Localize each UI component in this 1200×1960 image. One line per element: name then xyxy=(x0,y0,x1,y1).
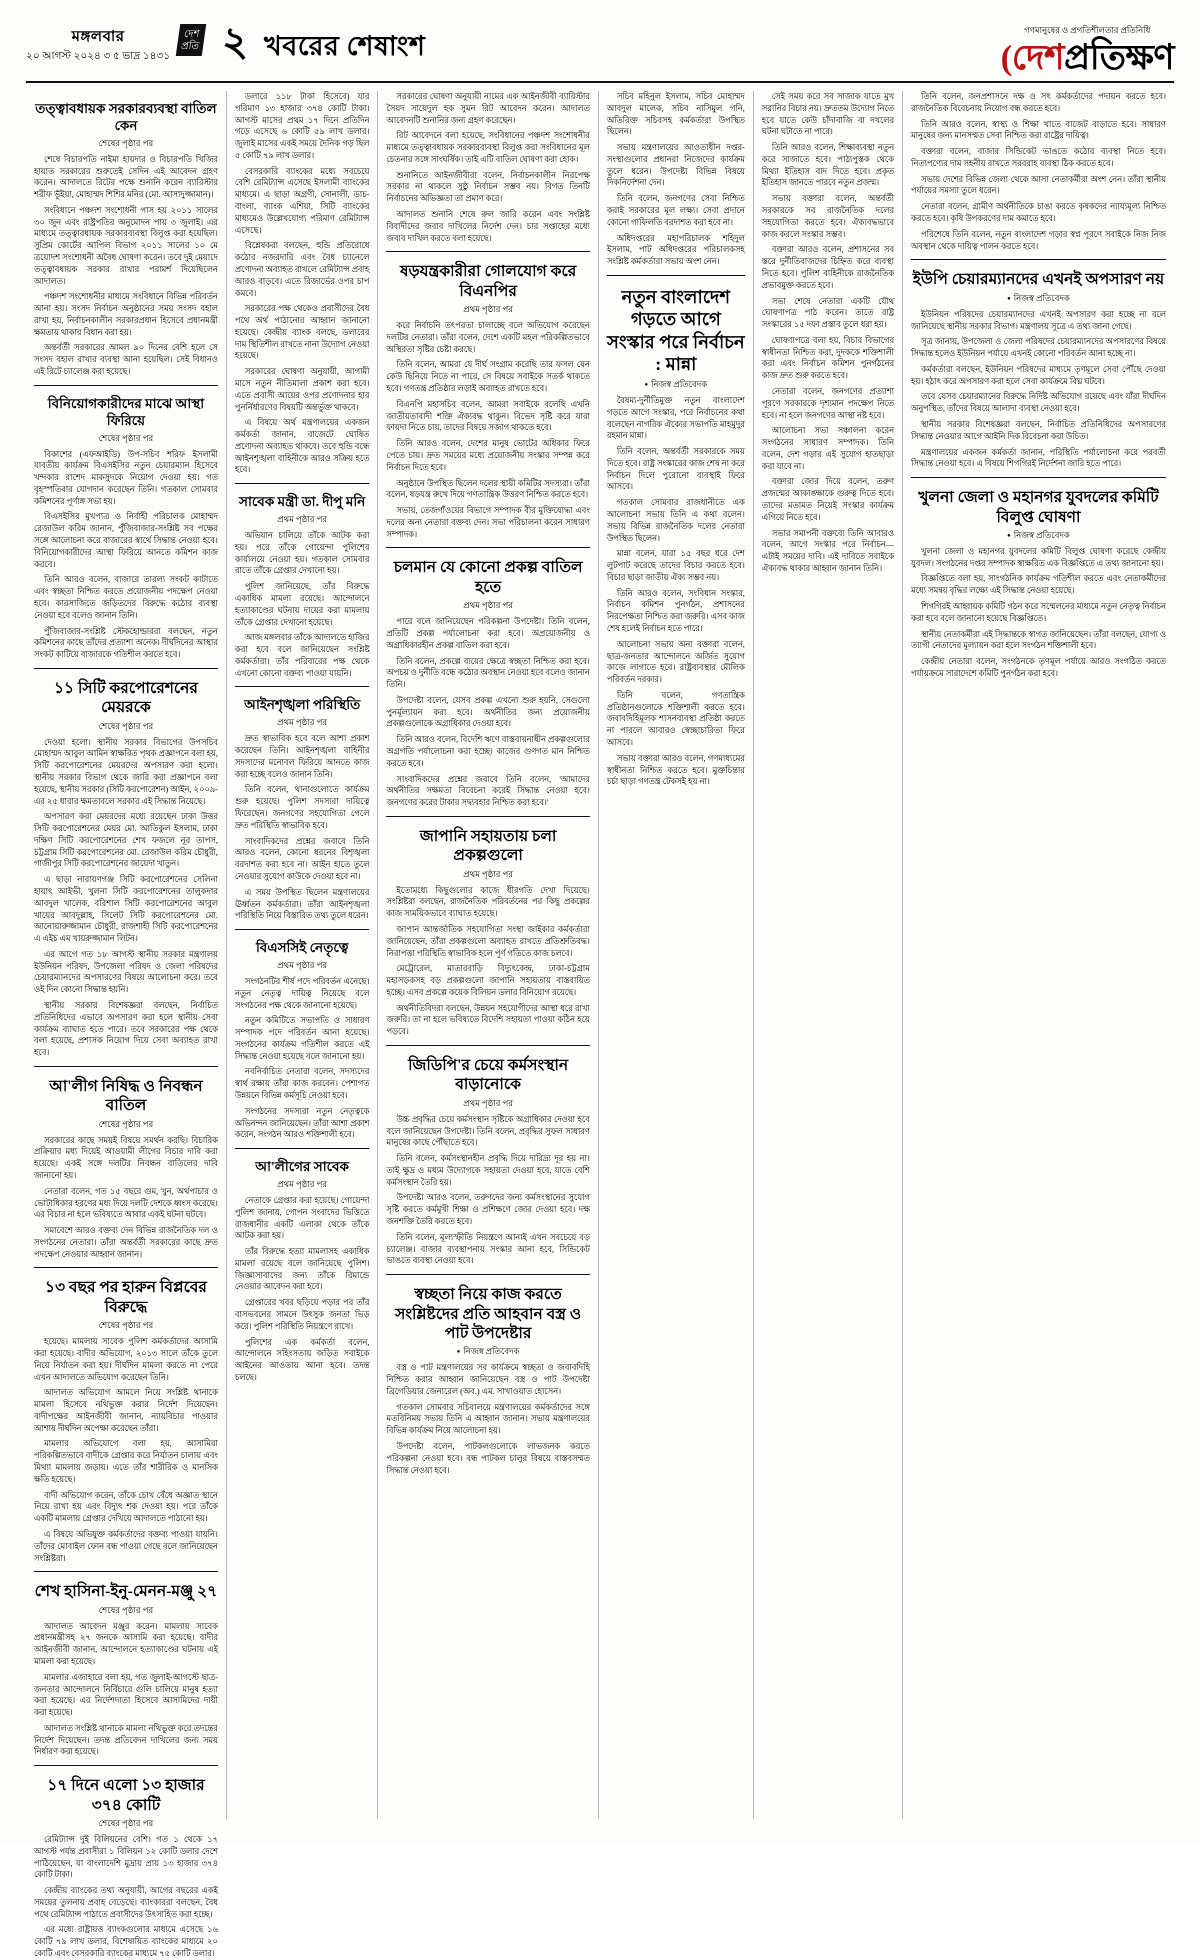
paragraph: নেতারা বলেন, জনগণের প্রত্যাশা পূরণে সরকারকে দৃশ্যমান পদক্ষেপ নিতে হবে। না হলে জনগণের আস্থা নষ্ট হবে। xyxy=(761,386,895,420)
headline: বিনিয়োগকারীদের মাঝে আস্থা ফিরিয়ে xyxy=(47,395,205,428)
paper-ribbon-logo xyxy=(176,24,206,56)
paragraph: ইউনিয়ন পরিষদের চেয়ারম্যানদের এখনই অপসারণ করা হচ্ছে না বলে জানিয়েছে স্থানীয় সরকার বিভাগ। মন্ত্রণালয় সূত্রে এ তথ্য জানা গেছে। xyxy=(911,309,1166,331)
brand-suffix: প্রতিক্ষণ xyxy=(1064,38,1174,77)
paragraph: অপসারণ করা মেয়রদের মধ্যে রয়েছেন ঢাকা উত্তর সিটি করপোরেশনের মেয়র মো. আতিকুল ইসলাম, ঢাকা দক্ষিণ সিটি করপোরেশনের শেখ ফজলে নূর তাপস, চট্টগ্রাম সিটি করপোরেশনের মো. রেজাউল করিম চৌধুরী, গাজীপুর সিটি করপোরেশনের জায়েদা খাতুন। xyxy=(34,812,218,869)
headline: ১১ সিটি করপোরেশনের মেয়রকে xyxy=(53,679,198,717)
page-number: ২ xyxy=(221,19,248,64)
headline: ইউপি চেয়ারম্যানদের এখনই অপসারণ নয় xyxy=(912,271,1165,289)
headline: আ'লীগ নিষিদ্ধ ও নিবন্ধন বাতিল xyxy=(49,1077,203,1115)
paragraph: সেই সময় করে সব সাজাক যাতে মুখ সরানির বিচার নয়। দ্রুততম উদ্যোগ নিতে হবে যাতে কেউ চাঁদাবাজি বা দখলের ঘটনা ঘটাতে না পারে। xyxy=(761,92,895,137)
paragraph: স্থানীয় সরকার বিশেষজ্ঞরা বলছেন, নির্বাচিত প্রতিনিধিদের এভাবে অপসারণ করা হলে স্থানীয় সেবা কার্যক্রম ব্যাঘাত হতে পারে। তবে সরকারের পক্ষ থেকে বলা হয়েছে, প্রশাসক নিয়োগ দিয়ে সেবা অব্যাহত রাখা হবে। xyxy=(34,1001,218,1058)
article-b6 xyxy=(235,1159,370,1384)
paragraph: নেতাকে গ্রেপ্তার করা হয়েছে। গোয়েন্দা পুলিশ জানায়, গোপন সংবাদের ভিত্তিতে রাজধানীর একটি এলাকা থেকে তাঁকে আটক করা হয়। xyxy=(234,1195,370,1241)
paragraph: তিনি আরও বলেন, সংবিধান সংস্কার, নির্বাচন কমিশন পুনর্গঠন, প্রশাসনের নিরপেক্ষতা নিশ্চিত করা জরুরি। এসব কাজ শেষ হলেই নির্বাচন হতে পারে। xyxy=(606,588,745,633)
paragraph: মান্না বলেন, যারা ১৫ বছর ধরে দেশ লুটপাট করেছে তাদের বিচার করতে হবে। বিচার ছাড়া জাতীয় ঐক্য সম্ভব নয়। xyxy=(606,549,745,582)
paragraph: আদালত অভিযোগ আমলে নিয়ে সংশ্লিষ্ট থানাকে মামলা হিসেবে নথিভুক্ত করার নির্দেশ দিয়েছেন। বাদীপক্ষের আইনজীবী জানান, ন্যায়বিচার পাওয়ার আশায় দীর্ঘদিন অপেক্ষা করেছেন তাঁরা। xyxy=(34,1388,218,1433)
byline: ● নিজস্ব প্রতিবেদক xyxy=(607,378,745,392)
paragraph: অভিযান চালিয়ে তাঁকে আটক করা হয়। পরে তাঁকে গোয়েন্দা পুলিশের কার্যালয়ে নেওয়া হয়। গতকাল সোমবার রাতে তাঁকে গ্রেপ্তার দেখানো হয়। xyxy=(234,531,370,576)
date-block xyxy=(26,22,170,64)
divider xyxy=(607,275,745,276)
divider xyxy=(911,259,1166,260)
article-b3 xyxy=(235,494,370,679)
article-a4 xyxy=(34,1077,218,1261)
byline: ● নিজস্ব প্রতিবেদক xyxy=(911,529,1166,543)
article-c6 xyxy=(386,1285,589,1476)
article-c5 xyxy=(386,1056,589,1267)
divider xyxy=(34,1066,218,1067)
headline: বিএসসিই নেতৃত্বে xyxy=(255,940,349,956)
article-d2 xyxy=(607,286,745,788)
paragraph: উচ্চ প্রবৃদ্ধির চেয়ে কর্মসংস্থান সৃষ্টিকে অগ্রাধিকার দেওয়া হবে বলে জানিয়েছেন উপদেষ্টা। তিনি বলেন, প্রবৃদ্ধির সুফল সাধারণ মানুষের কাছে পৌঁছাতে হবে। xyxy=(386,1114,590,1148)
divider xyxy=(235,686,370,687)
column-2 xyxy=(227,91,379,1819)
divider xyxy=(386,251,589,252)
paragraph: তিনি বলেন, গণতান্ত্রিক প্রতিষ্ঠানগুলোকে শক্তিশালী করতে হবে। জবাবদিহিমূলক শাসনব্যবস্থা প্রতিষ্ঠা করতে না পারলে আবারও স্বেচ্ছাচারিতা ফিরে আসবে। xyxy=(606,690,745,748)
divider xyxy=(386,1045,589,1046)
paragraph: পারে বলে জানিয়েছেন পরিকল্পনা উপদেষ্টা। তিনি বলেন, প্রতিটি প্রকল্প পর্যালোচনা করা হবে। অপ্রয়োজনীয় ও অগ্রাধিকারহীন প্রকল্প বাতিল করা হবে। xyxy=(386,617,590,650)
brand-prefix: (দেশ xyxy=(1000,38,1065,77)
brand-logo xyxy=(1001,40,1174,75)
paragraph: তিনি আরও বলেন, স্বাস্থ্য ও শিক্ষা খাতে বাজেট বাড়াতে হবে। সাধারণ মানুষের জন্য মানসম্মত সেবা নিশ্চিত করা রাষ্ট্রের দায়িত্ব। xyxy=(911,119,1166,141)
paragraph: রেমিট্যান্স দুই বিলিয়নের বেশি। গত ১ থেকে ১৭ আগস্ট পর্যন্ত প্রবাসীরা ১ বিলিয়ন ১২ কোটি ডলার দেশে পাঠিয়েছেন, যা বাংলাদেশি মুদ্রায় প্রায় ১৩ হাজার ৩৭৪ কোটি টাকা। xyxy=(34,1835,218,1880)
byline: প্রথম পৃষ্ঠার পর xyxy=(277,717,328,728)
paragraph: তিনি আরও বলেন, দেশের মানুষ ভোটের অধিকার ফিরে পেতে চায়। দ্রুত সময়ের মধ্যে প্রয়োজনীয় সংস্কার সম্পন্ন করে নির্বাচন দিতে হবে। xyxy=(386,439,590,472)
column-1 xyxy=(26,91,227,1959)
headline: চলমান যে কোনো প্রকল্প বাতিল হতে xyxy=(393,559,583,596)
paragraph: নেতারা বলেন, গত ১৫ বছরে গুম, খুন, অর্থপাচার ও ভোটাধিকার হরণের মধ্য দিয়ে দলটি দেশকে ধ্বংস করেছে। এর বিচার না হলে ভবিষ্যতে আবার একই ঘটনা ঘটবে। xyxy=(34,1186,218,1220)
article-a3 xyxy=(34,679,218,1059)
paragraph: উপদেষ্টা বলেন, পাটকলগুলোকে লাভজনক করতে পরিকল্পনা নেওয়া হবে। বন্ধ পাটকল চালুর বিষয়ে বাস্তবসম্মত সিদ্ধান্ত নেওয়া হবে। xyxy=(386,1441,590,1475)
divider xyxy=(34,668,218,669)
paragraph: নেতারা বলেন, গ্রামীণ অর্থনীতিকে চাঙা করতে কৃষকদের ন্যায্যমূল্য নিশ্চিত করতে হবে। কৃষি উপকরণের দাম কমাতে হবে। xyxy=(911,202,1166,224)
article-c2 xyxy=(386,262,589,540)
paragraph: সভার সমাপনী বক্তব্যে তিনি আবারও বলেন, আগে সংস্কার পরে নির্বাচন—এটাই সময়ের দাবি। এই দাবিতে সবাইকে ঐক্যবদ্ধ থাকার আহ্বান জানান তিনি। xyxy=(761,528,895,573)
divider xyxy=(34,1267,218,1268)
divider xyxy=(386,547,589,548)
divider xyxy=(34,385,218,386)
paragraph: নতুন কমিটিতে সভাপতি ও সাধারণ সম্পাদক পদে পরিবর্তন আনা হয়েছে। সংগঠনের কার্যক্রম গতিশীল করতে এই সিদ্ধান্ত নেওয়া হয়েছে বলে জানানো হয়। xyxy=(234,1016,370,1061)
paragraph: তিনি আরও বলেন, শিক্ষাব্যবস্থা নতুন করে সাজাতে হবে। পাঠ্যপুস্তক থেকে মিথ্যা ইতিহাস বাদ দিতে হবে। প্রকৃত ইতিহাস জানতে পারবে নতুন প্রজন্ম। xyxy=(761,143,895,188)
paragraph: তিনি আরও বলেন, বাজারে তারল্য সংকট কাটাতে এবং স্বচ্ছতা নিশ্চিত করতে প্রয়োজনীয় পদক্ষেপ নেওয়া হবে। কারসাজিতে জড়িতদের বিরুদ্ধে কঠোর ব্যবস্থা নেওয়া হবে বলেও জানান তিনি। xyxy=(34,575,218,620)
divider xyxy=(34,1765,218,1766)
article-e2 xyxy=(911,270,1166,470)
paragraph: খুলনা জেলা ও মহানগর যুবদলের কমিটি বিলুপ্ত ঘোষণা করেছে কেন্দ্রীয় যুবদল। সংগঠনের দপ্তর সম্পাদক স্বাক্ষরিত এক বিজ্ঞপ্তিতে এ তথ্য জানানো হয়। xyxy=(911,546,1166,568)
paragraph: দ্রুত স্বাভাবিক হবে বলে আশা প্রকাশ করেছেন তিনি। আইনশৃঙ্খলা বাহিনীর সদস্যদের মনোবল ফিরিয়ে আনতে কাজ করা হচ্ছে বলেও জানান তিনি। xyxy=(234,734,370,779)
paragraph: স্থানীয় সরকার বিশেষজ্ঞরা বলছেন, নির্বাচিত প্রতিনিধিদের অপসারণের সিদ্ধান্ত নেওয়ার আগে আইনি দিক বিবেচনা করা উচিত। xyxy=(911,420,1166,441)
paragraph: গতকাল সোমবার সচিবালয়ে মন্ত্রণালয়ের কর্মকর্তাদের সঙ্গে মতবিনিময় সভায় তিনি এ আহ্বান জানান। সভায় মন্ত্রণালয়ের বিভিন্ন কার্যক্রম নিয়ে আলোচনা হয়। xyxy=(386,1402,590,1436)
byline: শেষের পৃষ্ঠার পর xyxy=(98,720,154,731)
paragraph: এ সময় উপস্থিত ছিলেন মন্ত্রণালয়ের ঊর্ধ্বতন কর্মকর্তারা। তাঁরা আইনশৃঙ্খলা পরিস্থিতি নিয়ে বিস্তারিত তথ্য তুলে ধরেন। xyxy=(234,887,370,921)
paragraph: পঞ্চদশ সংশোধনীর মাধ্যমে সংবিধানে বিভিন্ন পরিবর্তন আনা হয়। সংসদ নির্বাচন অনুষ্ঠানের সময় সংসদ বহাল রাখা হয়, নির্বাচনকালীন সরকারপ্রধান হিসেবে প্রধানমন্ত্রী ক্ষমতায় থাকার বিধান করা হয়। xyxy=(34,292,218,337)
byline: প্রথম পৃষ্ঠার পর xyxy=(277,959,328,970)
paragraph: তিনি বলেন, জনপ্রশাসনে দক্ষ ও সৎ কর্মকর্তাদের পদায়ন করতে হবে। রাজনৈতিক বিবেচনায় নিয়োগ বন্ধ করতে হবে। xyxy=(911,92,1166,113)
paragraph: করে নির্বাচনি তৎপরতা চালাচ্ছে বলে অভিযোগ করেছেন দলটির নেতারা। তাঁরা বলেন, দেশে একটি মহল পরিকল্পিতভাবে অস্থিরতা সৃষ্টির চেষ্টা করছে। xyxy=(386,321,590,354)
paragraph: পুঁজিবাজার-সংশ্লিষ্ট স্টেকহোল্ডাররা বলছেন, নতুন কমিশনের কাছে তাঁদের প্রত্যাশা অনেক। দীর্ঘদিনের আস্থার সংকট কাটিয়ে বাজারকে গতিশীল করতে হবে। xyxy=(34,626,218,660)
headline: ১৭ দিনে এলো ১৩ হাজার ৩৭৪ কোটি xyxy=(47,1777,205,1814)
divider xyxy=(386,1274,589,1275)
paragraph: তিনি বলেন, প্রকল্পে ব্যয়ের ক্ষেত্রে স্বচ্ছতা নিশ্চিত করা হবে। অপচয় ও দুর্নীতি বন্ধে কঠোর অবস্থান নেওয়া হবে বলেও জানান তিনি। xyxy=(386,656,590,690)
paragraph: সাংবাদিকদের প্রশ্নের জবাবে তিনি বলেন, 'আমাদের অর্থনীতির সক্ষমতা বিবেচনা করেই সিদ্ধান্ত নেওয়া হবে। জনগণের করের টাকার সদ্ব্যবহার নিশ্চিত করা হবে।' xyxy=(386,774,590,808)
paragraph: স্থানীয় নেতাকর্মীরা এই সিদ্ধান্তকে স্বাগত জানিয়েছেন। তাঁরা বলছেন, যোগ্য ও ত্যাগী নেতাদের মূল্যায়ন করা হলে সংগঠন শক্তিশালী হবে। xyxy=(911,629,1166,651)
byline: শেষের পৃষ্ঠার পর xyxy=(98,1604,154,1615)
paragraph: বক্তারা বলেন, বাজার সিন্ডিকেট ভাঙতে কঠোর ব্যবস্থা নিতে হবে। নিত্যপণ্যের দাম সহনীয় রাখতে সরবরাহ ব্যবস্থা ঠিক করতে হবে। xyxy=(911,147,1166,168)
paragraph: বিকাশের (এফআইডি) উপ-সচিব শরিফ ইসলামী যাবতীয় কার্যক্রম বিএসইসির নতুন চেয়ারম্যান হিসেবে খন্দকার রাশেদ মাকসুদকে নিয়োগ দেওয়া হয়। গত বৃহস্পতিবার যোগদান করেছেন তিনি। গতকাল সোমবার কমিশনের পূর্ণাঙ্গ সভা হয়। xyxy=(34,449,218,506)
divider xyxy=(235,1148,370,1149)
article-c1 xyxy=(386,91,589,244)
paragraph: দেওয়া হলো। স্থানীয় সরকার বিভাগের উপসচিব মোহাম্মদ আবুল আমিন স্বাক্ষরিত পৃথক প্রজ্ঞাপনে বলা হয়, সিটি করপোরেশনের মেয়রদের অপসারণ করা হলো। স্থানীয় সরকার বিভাগ থেকে জারি করা প্রজ্ঞাপনে বলা হয়েছে, স্থানীয় সরকার (সিটি করপোরেশন) আইন, ২০০৯-এর ২৫ ধারার ক্ষমতাবলে সরকার এই সিদ্ধান্ত নিয়েছে। xyxy=(34,737,218,806)
paragraph: তিনি বলেন, জনগণের সেবা নিশ্চিত করাই সরকারের মূল লক্ষ্য। সেবা প্রদানে কোনো গাফিলতি বরদাশত করা হবে না। xyxy=(606,194,745,227)
divider xyxy=(235,483,370,484)
paragraph: তিনি বলেন, কর্মসংস্থানহীন প্রবৃদ্ধি দিয়ে দারিদ্র্য দূর হয় না। তাই ক্ষুদ্র ও মধ্যম উদ্যোগকে সহায়তা দেওয়া হবে, যাতে বেশি কর্মসংস্থান তৈরি হয়। xyxy=(386,1154,590,1187)
paragraph: কর্মকর্তারা বলছেন, ইউনিয়ন পরিষদের মাধ্যমে তৃণমূলে সেবা পৌঁছে দেওয়া হয়। হঠাৎ করে অপসারণ করা হলে সেবা কার্যক্রমে বিঘ্ন ঘটবে। xyxy=(911,364,1166,386)
paragraph: সরকারের ঘোষণা অনুযায়ী, আগামী মাসে নতুন নীতিমালা প্রকাশ করা হবে। এতে প্রবাসী আয়ের ওপর প্রণোদনার হার পুনর্নির্ধারণের বিষয়টি অন্তর্ভুক্ত থাকবে। xyxy=(234,367,370,412)
paragraph: সংগঠনটির শীর্ষ পদে পরিবর্তন এনেছে। নতুন নেতৃত্ব দায়িত্ব নিয়েছে বলে সংগঠনের পক্ষ থেকে জানানো হয়েছে। xyxy=(234,976,370,1010)
divider xyxy=(235,929,370,930)
paragraph: এ বিষয়ে অর্থ মন্ত্রণালয়ের একজন কর্মকর্তা জানান, বাজেটে ঘোষিত প্রণোদনা অব্যাহত থাকবে। তবে হুন্ডি বন্ধে আইনশৃঙ্খলা বাহিনীকে আরও সক্রিয় হতে হবে। xyxy=(234,418,370,475)
paragraph: সমাবেশে আরও বক্তব্য দেন বিভিন্ন রাজনৈতিক দল ও সংগঠনের নেতারা। তাঁরা অন্তর্বর্তী সরকারের কাছে দ্রুত পদক্ষেপ নেওয়ার আহ্বান জানান। xyxy=(34,1226,218,1259)
paragraph: আজ মঙ্গলবার তাঁকে আদালতে হাজির করা হবে বলে জানিয়েছেন সংশ্লিষ্ট কর্মকর্তারা। তাঁর পরিবারের পক্ষ থেকে এখনো কোনো বক্তব্য পাওয়া যায়নি। xyxy=(234,633,370,678)
byline: শেষের পৃষ্ঠার পর xyxy=(98,1818,154,1828)
article-c4 xyxy=(386,827,589,1038)
headline: স্বচ্ছতা নিয়ে কাজ করতে সংশ্লিষ্টদের প্রতি আহবান বস্ত্র ও পাট উপদেষ্টার xyxy=(395,1286,582,1342)
paragraph: আদালত আবেদন মঞ্জুর করেন। মামলায় সাবেক প্রধানমন্ত্রীসহ ২৭ জনকে আসামি করা হয়েছে। বাদীর আইনজীবী জানান, আন্দোলনে হত্যাকাণ্ডের ঘটনায় এই মামলা করা হয়েছে। xyxy=(34,1621,218,1666)
byline: শেষের পৃষ্ঠার পর xyxy=(98,432,154,443)
column-5 xyxy=(754,91,903,1819)
paragraph: উপদেষ্টা আরও বলেন, তরুণদের জন্য কর্মসংস্থানের সুযোগ সৃষ্টি করতে কর্মমুখী শিক্ষা ও প্রশিক্ষণে জোর দেওয়া হবে। দক্ষ জনশক্তি তৈরি করতে হবে। xyxy=(386,1193,590,1226)
day-label: মঙ্গলবার xyxy=(71,29,125,45)
ribbon-line-2: প্রতি xyxy=(180,40,200,52)
paragraph: অধিদপ্তরের মহাপরিচালক শহিদুল ইসলাম, পাট অধিদপ্তরের পরিচালকসহ সংশ্লিষ্ট কর্মকর্তারা সভায় অংশ নেন। xyxy=(606,233,745,267)
paragraph: তিনি বলেন, অন্তর্বর্তী সরকারকে সময় দিতে হবে। রাষ্ট্র সংস্কারের কাজ শেষ না করে নির্বাচন দিলে পুরোনো ব্যবস্থাই ফিরে আসবে। xyxy=(606,447,745,492)
paragraph: আদালত সংশ্লিষ্ট থানাকে মামলা নথিভুক্ত করে তদন্তের নির্দেশ দিয়েছেন। তদন্ত প্রতিবেদন দাখিলের জন্য সময় নির্ধারণ করা হয়েছে। xyxy=(34,1723,218,1757)
ribbon-line-1: দেশ xyxy=(183,29,201,40)
article-d1 xyxy=(607,91,745,268)
headline: নতুন বাংলাদেশ গড়তে আগে সংস্কার পরে নির্বাচন : মান্না xyxy=(606,286,745,375)
paragraph: তবে যেসব চেয়ারম্যানের বিরুদ্ধে নির্দিষ্ট অভিযোগ রয়েছে এবং যাঁরা দীর্ঘদিন অনুপস্থিত, তাঁদের বিষয়ে আলাদা ব্যবস্থা নেওয়া হবে। xyxy=(911,392,1166,414)
divider xyxy=(34,1571,218,1572)
paragraph: মামলার এজাহারে বলা হয়, গত জুলাই-আগস্টে ছাত্র-জনতার আন্দোলনে নির্বিচারে গুলি চালিয়ে মানুষ হত্যা করা হয়েছে। এর নির্দেশদাতা হিসেবে আসামিদের দায়ী করা হয়েছে। xyxy=(34,1672,218,1718)
headline: আইনশৃঙ্খলা পরিস্থিতি xyxy=(244,697,361,713)
paragraph: জাপান আন্তর্জাতিক সহযোগিতা সংস্থা জাইকার কর্মকর্তারা জানিয়েছেন, তাঁরা প্রকল্পগুলো অব্যাহত রাখতে প্রতিশ্রুতিবদ্ধ। নিরাপত্তা পরিস্থিতি স্বাভাবিক হলে পূর্ণ গতিতে কাজ চলবে। xyxy=(386,924,590,958)
paragraph: বৈষম্য-দুর্নীতিমুক্ত নতুন বাংলাদেশ গড়তে আগে সংস্কার, পরে নির্বাচনের কথা বলেছেন নাগরিক ঐক্যের সভাপতি মাহমুদুর রহমান মান্না। xyxy=(606,395,745,441)
masthead xyxy=(26,19,1174,83)
article-b5 xyxy=(235,940,370,1141)
headline: খুলনা জেলা ও মহানগর যুবদলের কমিটি বিলুপ্ত ঘোষণা xyxy=(918,489,1159,526)
paragraph: ঘোষণাপত্রে বলা হয়, বিচার বিভাগের স্বাধীনতা নিশ্চিত করা, দুদককে শক্তিশালী করা এবং নির্বাচন কমিশন পুনর্গঠনের কাজ দ্রুত শুরু করতে হবে। xyxy=(761,335,895,381)
divider xyxy=(911,477,1166,478)
paragraph: সভায় দেশের বিভিন্ন জেলা থেকে আসা নেতাকর্মীরা অংশ নেন। তাঁরা স্থানীয় পর্যায়ের সমস্যা তুলে ধরেন। xyxy=(911,174,1166,196)
paragraph: শেষে বিচারপতি নাইমা হায়দার ও বিচারপতি খিজির হায়াত সরকারের শুরুতেই সেদিন এই আবেদন গ্রহণ করেন। আদালতে রিটের পক্ষে শুনানি করেন ব্যারিস্টার শরীফ ভূঁইয়া, মোহাম্মদ শিশির মনির (মো. আসাদুজ্জামান)। xyxy=(34,154,218,200)
paragraph: বেসরকারি ব্যাংকের মধ্যে সবচেয়ে বেশি রেমিট্যান্স এসেছে ইসলামী ব্যাংকের মাধ্যমে। এ ছাড়া অগ্রণী, সোনালী, ডাচ-বাংলা, ব্যাংক এশিয়া, সিটি ব্যাংকের মাধ্যমেও উল্লেখযোগ্য পরিমাণ রেমিট্যান্স এসেছে। xyxy=(234,166,370,235)
paragraph: ইতোমধ্যে কিছুগুলোর কাজে ধীরগতি দেখা দিয়েছে। সংশ্লিষ্টরা বলছেন, রাজনৈতিক পরিবর্তনের পর কিছু প্রকল্পের কাজ সাময়িকভাবে ব্যাঘাত হয়েছে। xyxy=(386,885,590,919)
paragraph: সাংবাদিকদের প্রশ্নের জবাবে তিনি আরও বলেন, কোনো ধরনের বিশৃঙ্খলা বরদাশত করা হবে না। আইন হাতে তুলে নেওয়ার সুযোগ কাউকে দেওয়া হবে না। xyxy=(234,836,370,881)
headline: জিডিপি'র চেয়ে কর্মসংস্থান বাড়ানোকে xyxy=(408,1057,569,1094)
paragraph: এ ছাড়া নারায়ণগঞ্জ সিটি করপোরেশনের সেলিনা হায়াৎ আইভী, খুলনা সিটি করপোরেশনের তালুকদার আবদুল খালেক, বরিশাল সিটি করপোরেশনের আবুল খায়ের আবদুল্লাহ, সিলেট সিটি করপোরেশনের মো. আনোয়ারুজ্জামান চৌধুরী, রাজশাহী সিটি করপোরেশনের এ এইচ এম খায়রুজ্জামান লিটন। xyxy=(34,875,218,944)
divider xyxy=(386,816,589,817)
article-a7 xyxy=(34,1776,218,1960)
paragraph: বক্তারা আরও বলেন, প্রশাসনের সব স্তরে দুর্নীতিবাজদের চিহ্নিত করে ব্যবস্থা নিতে হবে। পুলিশ বাহিনীকে রাজনৈতিক প্রভাবমুক্ত করতে হবে। xyxy=(761,245,895,290)
masthead-left xyxy=(26,19,426,71)
byline: শেষের পৃষ্ঠার পর xyxy=(98,1320,154,1331)
paragraph: তিনি বলেন, আমরা যে দীর্ঘ সংগ্রাম করেছি তার ফসল যেন কেউ ছিনিয়ে নিতে না পারে, সে বিষয়ে সবাইকে সতর্ক থাকতে হবে। গণতন্ত্র প্রতিষ্ঠার লড়াই অব্যাহত রাখতে হবে। xyxy=(386,360,590,394)
byline: শেষের পৃষ্ঠার পর xyxy=(98,1118,154,1129)
paragraph: রিট আবেদনে বলা হয়েছে, সংবিধানের পঞ্চদশ সংশোধনীর মাধ্যমে তত্ত্বাবধায়ক সরকারব্যবস্থা বিলুপ্ত করা সংবিধানের মূল চেতনার সঙ্গে সাংঘর্ষিক। তাই এটি বাতিল ঘোষণা করা হোক। xyxy=(386,131,590,164)
byline: শেষের পৃষ্ঠার পর xyxy=(98,137,154,148)
article-a2 xyxy=(34,396,218,661)
article-b2 xyxy=(235,366,370,476)
paragraph: আদালত শুনানি শেষে রুল জারি করেন এবং সংশ্লিষ্ট বিবাদীদের জবাব দাখিলের নির্দেশ দেন। চার সপ্তাহের মধ্যে জবাব দাখিল করতে বলা হয়েছে। xyxy=(386,210,590,243)
brand-tagline: গণমানুষের ও প্রগতিশীলতার প্রতিনিধি xyxy=(1024,25,1151,35)
paragraph: মামলার অভিযোগে বলা হয়, আসামিরা পরিকল্পিতভাবে বাদীকে গ্রেপ্তার করে নির্যাতন চালায় এবং মিথ্যা মামলায় জড়ায়। এতে তাঁর শারীরিক ও মানসিক ক্ষতি হয়েছে। xyxy=(34,1439,218,1484)
article-a5 xyxy=(34,1278,218,1564)
paragraph: সূত্র জানায়, উপজেলা ও জেলা পরিষদের চেয়ারম্যানদের অপসারণের বিষয়ে সিদ্ধান্ত হলেও ইউনিয়ন পর্যায়ে এখনই কোনো পরিবর্তন আনা হচ্ছে না। xyxy=(911,337,1166,359)
paragraph: সংগঠনের সদস্যরা নতুন নেতৃত্বকে অভিনন্দন জানিয়েছেন। তাঁরা আশা প্রকাশ করেন, সংগঠন আরও শক্তিশালী হবে। xyxy=(234,1106,370,1140)
paragraph: বিএনপি মহাসচিব বলেন, আমরা সবাইকে বলেছি এখনি জাতীয়তাবাদী শক্তি ঐক্যবদ্ধ থাকুন। বিভেদ সৃষ্টি করে যারা ফায়দা নিতে চায়, তাদের বিষয়ে সজাগ থাকতে হবে। xyxy=(386,399,590,433)
headline: শেখ হাসিনা-ইনু-মেনন-মঞ্জু ২৭ xyxy=(34,1583,218,1601)
column-6 xyxy=(903,91,1174,1819)
paragraph: সরকারের কাছে সময়ই বিষয়ে সমর্থন করছি। বিচারিক প্রক্রিয়ার মধ্য দিয়েই আওয়ামী লীগের বিচার দাবি করা হয়েছে। একই সঙ্গে দলটির নিবন্ধন বাতিলের দাবি জানানো হয়। xyxy=(34,1135,218,1180)
paragraph: বস্ত্র ও পাট মন্ত্রণালয়ের সব কার্যক্রমে স্বচ্ছতা ও জবাবদিহি নিশ্চিত করার আহ্বান জানিয়েছেন বস্ত্র ও পাট উপদেষ্টা ব্রিগেডিয়ার জেনারেল (অব.) এম. সাখাওয়াত হোসেন। xyxy=(386,1363,590,1396)
paragraph: অনুষ্ঠানে উপস্থিত ছিলেন দলের স্থায়ী কমিটির সদস্যরা। তাঁরা বলেন, ষড়যন্ত্র রুখে দিয়ে গণতান্ত্রিক উত্তরণ নিশ্চিত করতে হবে। xyxy=(386,478,590,500)
paragraph: সভায় বক্তারা বলেন, অন্তর্বর্তী সরকারকে সব রাজনৈতিক দলের সহযোগিতা করতে হবে। ঐক্যবদ্ধভাবে কাজ করলে সংস্কার সম্ভব। xyxy=(761,194,895,239)
headline: তত্ত্বাবধায়ক সরকারব্যবস্থা বাতিল কেন xyxy=(35,101,217,133)
paragraph: গতকাল সোমবার রাজধানীতে এক আলোচনা সভায় তিনি এ কথা বলেন। সভায় বিভিন্ন রাজনৈতিক দলের নেতারা উপস্থিত ছিলেন। xyxy=(606,498,745,543)
paragraph: তাঁর বিরুদ্ধে হত্যা মামলাসহ একাধিক মামলা রয়েছে বলে জানিয়েছে পুলিশ। জিজ্ঞাসাবাদের জন্য তাঁকে রিমান্ডে নেওয়ার আবেদন করা হবে। xyxy=(234,1247,370,1292)
paragraph: পুলিশ জানিয়েছে, তাঁর বিরুদ্ধে একাধিক মামলা রয়েছে। আন্দোলনে হত্যাকাণ্ডের ঘটনায় দায়ের করা মামলায় তাঁকে গ্রেপ্তার দেখানো হয়েছে। xyxy=(234,582,370,627)
paragraph: সভা শেষে নেতারা একটি যৌথ ঘোষণাপত্র পাঠ করেন। তাতে রাষ্ট্র সংস্কারের ১৫ দফা প্রস্তাব তুলে ধরা হয়। xyxy=(761,296,895,330)
byline: প্রথম পৃষ্ঠার পর xyxy=(277,514,328,525)
paragraph: সভায় বক্তারা আরও বলেন, গণমাধ্যমের স্বাধীনতা নিশ্চিত করতে হবে। মুক্তচিন্তার চর্চা ছাড়া গণতন্ত্র টেকসই হয় না। xyxy=(606,753,745,787)
article-c3 xyxy=(386,558,589,808)
paragraph: নবনির্বাচিত নেতারা বলেন, সদস্যদের স্বার্থ রক্ষায় তাঁরা কাজ করবেন। পেশাগত উন্নয়নে বিভিন্ন কর্মসূচি নেওয়া হবে। xyxy=(234,1067,370,1100)
paragraph: আলোচনা সভা সঞ্চালনা করেন সংগঠনের সাধারণ সম্পাদক। তিনি বলেন, দেশ গড়ার এই সুযোগ হাতছাড়া করা যাবে না। xyxy=(761,426,895,471)
article-a1 xyxy=(34,101,218,378)
paragraph: পরিশেষে তিনি বলেন, নতুন বাংলাদেশ গড়ার স্বপ্ন পূরণে সবাইকে নিজ নিজ অবস্থান থেকে দায়িত্ব পালন করতে হবে। xyxy=(911,229,1166,251)
paragraph: সচিব মহিনুল ইসলাম, সচিব মোহাম্মদ আবদুল মালেক, সচিব নাসিমুল গনি, অতিরিক্ত সচিবসহ কর্মকর্তারা উপস্থিত ছিলেন। xyxy=(606,92,745,137)
paragraph: সরকারের পক্ষ থেকেও প্রবাসীদের বৈধ পথে অর্থ পাঠানোর আহ্বান জানানো হয়েছে। কেন্দ্রীয় ব্যাংক বলছে, ডলারের দাম স্থিতিশীল রাখতে নানা উদ্যোগ নেওয়া হয়েছে। xyxy=(234,304,370,361)
article-e1-continued-left xyxy=(762,91,894,575)
paragraph: সরকারের ঘোষণা অনুযায়ী নামের এক আইনজীবী ব্যারিস্টার সৈয়দ সায়েদুল হক সুমন রিট আবেদন করেন। আদালত আবেদনটি শুনানির জন্য গ্রহণ করেছেন। xyxy=(386,92,590,125)
headline: জাপানি সহায়তায় চলা প্রকল্পগুলো xyxy=(419,827,557,865)
paragraph: পুলিশের এক কর্মকর্তা বলেন, আন্দোলনে সহিংসতায় জড়িত সবাইকে আইনের আওতায় আনা হবে। তদন্ত চলছে। xyxy=(234,1337,370,1382)
paragraph: আলোচনা সভায় অন্য বক্তারা বলেন, ছাত্র-জনতার আন্দোলনে অর্জিত সুযোগ কাজে লাগাতে হবে। রাষ্ট্রব্যবস্থার মৌলিক পরিবর্তন দরকার। xyxy=(606,639,745,685)
column-3 xyxy=(378,91,598,1819)
article-e1-continued-right xyxy=(911,91,1166,252)
paragraph: বিজ্ঞপ্তিতে বলা হয়, সাংগঠনিক কার্যক্রম গতিশীল করতে এবং নেতাকর্মীদের মধ্যে সমন্বয় বৃদ্ধির লক্ষ্যে এই সিদ্ধান্ত নেওয়া হয়েছে। xyxy=(911,574,1166,596)
paragraph: মন্ত্রণালয়ের একজন কর্মকর্তা জানান, পরিস্থিতি পর্যালোচনা করে পরবর্তী সিদ্ধান্ত নেওয়া হবে। এ বিষয়ে শিগগিরই নির্দেশনা জারি হতে পারে। xyxy=(911,447,1166,469)
byline: প্রথম পৃষ্ঠার পর xyxy=(277,1178,328,1189)
paragraph: অন্তর্বর্তী সরকারের আমল ৯০ দিনের বেশি হলে সে সংসদ বহাল রাখার ব্যবস্থা আনা হয়েছিল। সেই বিধানও এই রিটে চ্যালেঞ্জ করা হয়েছে। xyxy=(34,343,218,377)
paragraph: শুনানিতে আইনজীবীরা বলেন, নির্বাচনকালীন নিরপেক্ষ সরকার না থাকলে সুষ্ঠু নির্বাচন সম্ভব নয়। বিগত তিনটি নির্বাচনের অভিজ্ঞতা তা প্রমাণ করে। xyxy=(386,170,590,204)
paragraph: কেন্দ্রীয় ব্যাংকের তথ্য অনুযায়ী, আগের বছরের একই সময়ের তুলনায় প্রবাহ বেড়েছে। ব্যাংকাররা বলছেন, বৈধ পথে রেমিট্যান্স পাঠাতে প্রবাসীদের উৎসাহিত করা হচ্ছে। xyxy=(34,1886,218,1919)
paragraph: তিনি বলেন, মূল্যস্ফীতি নিয়ন্ত্রণে আনাই এখন সবচেয়ে বড় চ্যালেঞ্জ। বাজার ব্যবস্থাপনায় সংস্কার আনা হবে, সিন্ডিকেট ভাঙতে ব্যবস্থা নেওয়া হবে। xyxy=(386,1232,590,1266)
article-b4 xyxy=(235,697,370,922)
paragraph: উপদেষ্টা বলেন, যেসব প্রকল্প এখনো শুরু হয়নি, সেগুলো পুনর্মূল্যায়ন করা হবে। অর্থনীতির জন্য প্রয়োজনীয় প্রকল্পগুলোকে অগ্রাধিকার দেওয়া হবে। xyxy=(386,695,590,729)
paragraph: তিনি আরও বলেন, বিদেশি ঋণে বাস্তবায়নাধীন প্রকল্পগুলোর অগ্রগতি পর্যালোচনা করা হচ্ছে। কাজের গুণগত মান নিশ্চিত করতে হবে। xyxy=(386,735,590,768)
byline: প্রথম পৃষ্ঠার পর xyxy=(463,304,513,315)
paragraph: তিনি বলেন, থানাগুলোতে কার্যক্রম শুরু হয়েছে। পুলিশ সদস্যরা দায়িত্বে ফিরেছেন। জনগণের সহযোগিতা পেলে দ্রুত পরিস্থিতি স্বাভাবিক হবে। xyxy=(234,785,370,830)
paragraph: বিএসইসির মুখপাত্র ও নির্বাহী পরিচালক মোহাম্মদ রেজাউল করিম জানান, পুঁজিবাজার-সংশ্লিষ্ট সব পক্ষের সঙ্গে আলোচনা করে বাজারের স্বার্থে সিদ্ধান্ত নেওয়া হবে। বিনিয়োগকারীদের আস্থা ফিরিয়ে আনতে কমিশন কাজ করবে। xyxy=(34,512,218,569)
paragraph: বিশ্লেষকরা বলছেন, হুন্ডি প্রতিরোধে কঠোর নজরদারি এবং বৈধ চ্যানেলে প্রণোদনা অব্যাহত রাখলে রেমিট্যান্স প্রবাহ আরও বাড়বে। এতে রিজার্ভের ওপর চাপ কমবে। xyxy=(234,241,370,298)
paragraph: ডলারে ১১৮ টাকা হিসেবে) যার পরিমাণ ১৩ হাজার ৩৭৪ কোটি টাকা। আগস্ট মাসের প্রথম ১৭ দিনে প্রতিদিন গড়ে এসেছে ৬ কোটি ৫৯ লাখ ডলার। জুলাই মাসের একই সময়ে দৈনিক গড় ছিল ৫ কোটি ৭৯ লাখ ডলার। xyxy=(234,92,370,160)
paragraph: এ বিষয়ে অভিযুক্ত কর্মকর্তাদের বক্তব্য পাওয়া যায়নি। তাঁদের মোবাইল ফোন বন্ধ পাওয়া গেছে বলে জানিয়েছেন সংশ্লিষ্টরা। xyxy=(34,1529,218,1563)
paragraph: এর মধ্যে রাষ্ট্রায়ত্ত ব্যাংকগুলোর মাধ্যমে এসেছে ১৬ কোটি ৭৯ লাখ ডলার, বিশেষায়িত ব্যাংকের মাধ্যমে ২০ কোটি এবং বেসরকারি ব্যাংকের মাধ্যমে ৭৫ কোটি ডলার। xyxy=(34,1925,218,1959)
byline: ● নিজস্ব প্রতিবেদক xyxy=(911,292,1166,306)
article-a6 xyxy=(34,1582,218,1758)
paragraph: সংবিধানে পঞ্চদশ সংশোধনী পাস হয় ২০১১ সালের ৩০ জুন এবং রাষ্ট্রপতির অনুমোদন পায় ৩ জুলাই। এর মাধ্যমে তত্ত্বাবধায়ক সরকারব্যবস্থা বিলুপ্ত করা হয়েছিল। সুপ্রিম কোর্টের আপিল বিভাগ ২০১১ সালের ১০ মে ত্রয়োদশ সংশোধনী অবৈধ ঘোষণা করেন। তবে দুই মেয়াদে তত্ত্বাবধায়ক সরকার রাখার পরামর্শ দিয়েছিলেন আদালত। xyxy=(34,205,218,286)
paragraph: সভায় মন্ত্রণালয়ের আওতাধীন দপ্তর-সংস্থাগুলোর প্রধানরা নিজেদের কার্যক্রম তুলে ধরেন। উপদেষ্টা বিভিন্ন বিষয়ে দিকনির্দেশনা দেন। xyxy=(606,143,745,188)
paragraph: সভায়, তেজগাঁওয়ের বিভাগে সম্পাদক বীর মুক্তিযোদ্ধা এবং দলের অন্য নেতারা বক্তব্য দেন। সভা পরিচালনা করেন সাধারণ সম্পাদক। xyxy=(386,506,590,539)
paragraph: কেন্দ্রীয় নেতারা বলেন, সংগঠনকে তৃণমূল পর্যায়ে আরও সংগঠিত করতে পর্যায়ক্রমে সারাদেশে কমিটি পুনর্গঠন করা হবে। xyxy=(911,657,1166,678)
article-b1 xyxy=(235,91,370,362)
paragraph: হয়েছে। মামলায় সাবেক পুলিশ কর্মকর্তাদের আসামি করা হয়েছে। বাদীর অভিযোগ, ২০১৩ সালে তাঁকে তুলে নিয়ে নির্যাতন করা হয়। দীর্ঘদিন মামলা করতে না পেরে এখন আদালতে অভিযোগ করেছেন তিনি। xyxy=(34,1337,218,1382)
page-title: খবরের শেষাংশ xyxy=(263,31,426,61)
paragraph: অর্থনীতিবিদরা বলছেন, উন্নয়ন সহযোগীদের আস্থা ধরে রাখা জরুরি। তা না হলে ভবিষ্যতে বিদেশি সহায়তা পাওয়া কঠিন হয়ে পড়বে। xyxy=(386,1003,590,1037)
headline: আ'লীগের সাবেক xyxy=(255,1159,350,1175)
paragraph: বাদী অভিযোগ করেন, তাঁকে চোখ বেঁধে অজ্ঞাত স্থানে নিয়ে রাখা হয় এবং বিদ্যুৎ শক দেওয়া হয়। পরে তাঁকে একটি মামলায় গ্রেপ্তার দেখিয়ে আদালতে পাঠানো হয়। xyxy=(34,1490,218,1524)
byline: প্রথম পৃষ্ঠার পর xyxy=(463,600,513,611)
masthead-right xyxy=(1001,22,1174,75)
headline: ষড়যন্ত্রকারীরা গোলযোগ করে বিএনপির xyxy=(399,263,577,300)
paragraph: শিগগিরই আহ্বায়ক কমিটি গঠন করে সম্মেলনের মাধ্যমে নতুন নেতৃত্ব নির্বাচন করা হবে বলে জানানো হয়েছে বিজ্ঞপ্তিতে। xyxy=(911,602,1166,623)
paragraph: গ্রেপ্তারের খবর ছড়িয়ে পড়ার পর তাঁর বাসভবনের সামনে উৎসুক জনতা ভিড় করে। পুলিশ পরিস্থিতি নিয়ন্ত্রণে রাখে। xyxy=(234,1298,370,1331)
column-4 xyxy=(599,91,754,1819)
headline: ১৩ বছর পর হারুন বিপ্লবের বিরুদ্ধে xyxy=(44,1279,207,1316)
paragraph: বক্তারা জোর দিয়ে বলেন, তরুণ প্রজন্মের আকাঙ্ক্ষাকে গুরুত্ব দিতে হবে। তাদের মতামত নিয়েই সংস্কার কার্যক্রম এগিয়ে নিতে হবে। xyxy=(761,477,895,522)
columns-container xyxy=(26,91,1174,1959)
date-label: ২০ আগস্ট ২০২৪ ৩ ৫ ভাদ্র ১৪৩১ xyxy=(26,50,171,62)
paragraph: মেট্রোরেল, মাতারবাড়ি বিদ্যুৎকেন্দ্র, ঢাকা-চট্টগ্রাম মহাসড়কসহ বড় প্রকল্পগুলো জাপানি সহায়তায় বাস্তবায়িত হচ্ছে। এসব প্রকল্পে কয়েক বিলিয়ন ডলার বিনিয়োগ রয়েছে। xyxy=(386,964,590,997)
paragraph: এর আগে গত ১৮ আগস্ট স্থানীয় সরকার মন্ত্রণালয় ইউনিয়ন পরিষদ, উপজেলা পরিষদ ও জেলা পরিষদের চেয়ারম্যানদের অপসারণের বিষয়ে আলোচনা করে। তবে ওই দিন কোনো সিদ্ধান্ত হয়নি। xyxy=(34,949,218,995)
article-e3 xyxy=(911,488,1166,680)
byline: প্রথম পৃষ্ঠার পর xyxy=(463,868,513,879)
byline: প্রথম পৃষ্ঠার পর xyxy=(463,1097,513,1108)
byline: ● নিজস্ব প্রতিবেদক xyxy=(386,1345,589,1359)
headline: সাবেক মন্ত্রী ডা. দীপু মনি xyxy=(239,494,366,510)
